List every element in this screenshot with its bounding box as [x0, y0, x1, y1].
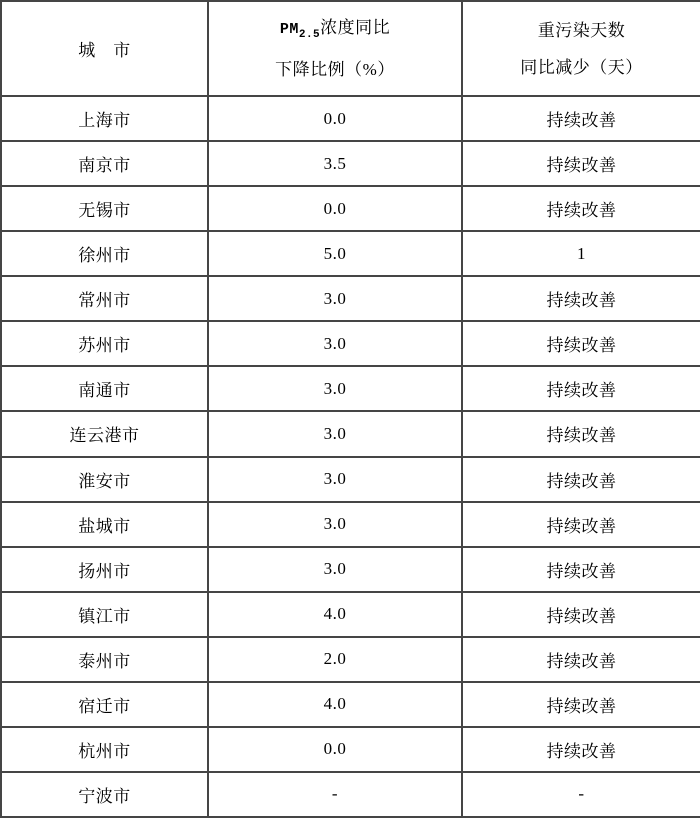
heavy-pollution-cell: 持续改善 — [462, 502, 700, 547]
header-row — [1, 1, 700, 96]
heavy-pollution-cell: - — [462, 772, 700, 817]
city-cell: 常州市 — [1, 276, 208, 321]
table-row — [1, 727, 700, 772]
table-row — [1, 772, 700, 817]
table-row — [1, 276, 700, 321]
table-row — [1, 592, 700, 637]
heavy-pollution-cell: 持续改善 — [462, 366, 700, 411]
table-row — [1, 186, 700, 231]
heavy-pollution-cell: 持续改善 — [462, 457, 700, 502]
heavy-pollution-cell: 持续改善 — [462, 592, 700, 637]
header-heavy-line1: 重污染天数 — [537, 20, 626, 40]
table-row — [1, 96, 700, 141]
pm25-drop-cell: 5.0 — [208, 231, 462, 276]
table-row — [1, 141, 700, 186]
pm25-drop-cell: 3.0 — [208, 502, 462, 547]
city-cell: 淮安市 — [1, 457, 208, 502]
table-header — [1, 1, 700, 96]
header-heavy-pollution — [462, 1, 700, 96]
pm25-drop-cell: 3.0 — [208, 321, 462, 366]
heavy-pollution-cell: 持续改善 — [462, 637, 700, 682]
header-pm25-line1 — [280, 19, 390, 41]
heavy-pollution-cell: 持续改善 — [462, 321, 700, 366]
table-row — [1, 457, 700, 502]
table-row — [1, 502, 700, 547]
city-cell: 徐州市 — [1, 231, 208, 276]
heavy-pollution-cell: 持续改善 — [462, 727, 700, 772]
pm25-drop-cell: 3.0 — [208, 457, 462, 502]
heavy-pollution-cell: 持续改善 — [462, 547, 700, 592]
pm-label: PM — [279, 21, 299, 38]
pm-suffix-label: 浓度同比 — [320, 18, 391, 37]
city-cell: 苏州市 — [1, 321, 208, 366]
heavy-pollution-cell: 持续改善 — [462, 186, 700, 231]
pm25-drop-cell: 0.0 — [208, 186, 462, 231]
pm25-drop-cell: 3.5 — [208, 141, 462, 186]
pm25-drop-cell: - — [208, 772, 462, 817]
header-pm25-drop — [208, 1, 462, 96]
pm25-drop-cell: 3.0 — [208, 366, 462, 411]
heavy-pollution-cell: 持续改善 — [462, 96, 700, 141]
table-body — [1, 96, 700, 817]
city-cell: 扬州市 — [1, 547, 208, 592]
table-row — [1, 637, 700, 682]
pm25-drop-cell: 3.0 — [208, 547, 462, 592]
pm25-drop-cell: 2.0 — [208, 637, 462, 682]
table-row — [1, 366, 700, 411]
heavy-pollution-cell: 1 — [462, 231, 700, 276]
pm25-drop-cell: 4.0 — [208, 592, 462, 637]
city-cell: 连云港市 — [1, 411, 208, 456]
pm-subscript: 2.5 — [298, 29, 321, 41]
header-city — [1, 1, 208, 96]
pm25-drop-cell: 0.0 — [208, 96, 462, 141]
heavy-pollution-cell: 持续改善 — [462, 276, 700, 321]
city-cell: 无锡市 — [1, 186, 208, 231]
city-cell: 南通市 — [1, 366, 208, 411]
city-cell: 宿迁市 — [1, 682, 208, 727]
city-cell: 上海市 — [1, 96, 208, 141]
heavy-pollution-cell: 持续改善 — [462, 141, 700, 186]
city-cell: 盐城市 — [1, 502, 208, 547]
table-row — [1, 682, 700, 727]
pm25-drop-cell: 3.0 — [208, 276, 462, 321]
heavy-pollution-cell: 持续改善 — [462, 682, 700, 727]
header-city-label: 城 市 — [78, 41, 131, 60]
pm25-drop-cell: 3.0 — [208, 411, 462, 456]
header-heavy-line2: 同比减少（天） — [520, 57, 643, 77]
header-pm25-line2: 下降比例（%） — [275, 60, 395, 79]
pm25-drop-cell: 4.0 — [208, 682, 462, 727]
city-cell: 泰州市 — [1, 637, 208, 682]
city-cell: 南京市 — [1, 141, 208, 186]
heavy-pollution-cell: 持续改善 — [462, 411, 700, 456]
city-cell: 杭州市 — [1, 727, 208, 772]
table-row — [1, 321, 700, 366]
city-cell: 镇江市 — [1, 592, 208, 637]
pm25-drop-cell: 0.0 — [208, 727, 462, 772]
city-cell: 宁波市 — [1, 772, 208, 817]
table-row — [1, 411, 700, 456]
table-row — [1, 231, 700, 276]
table-row — [1, 547, 700, 592]
